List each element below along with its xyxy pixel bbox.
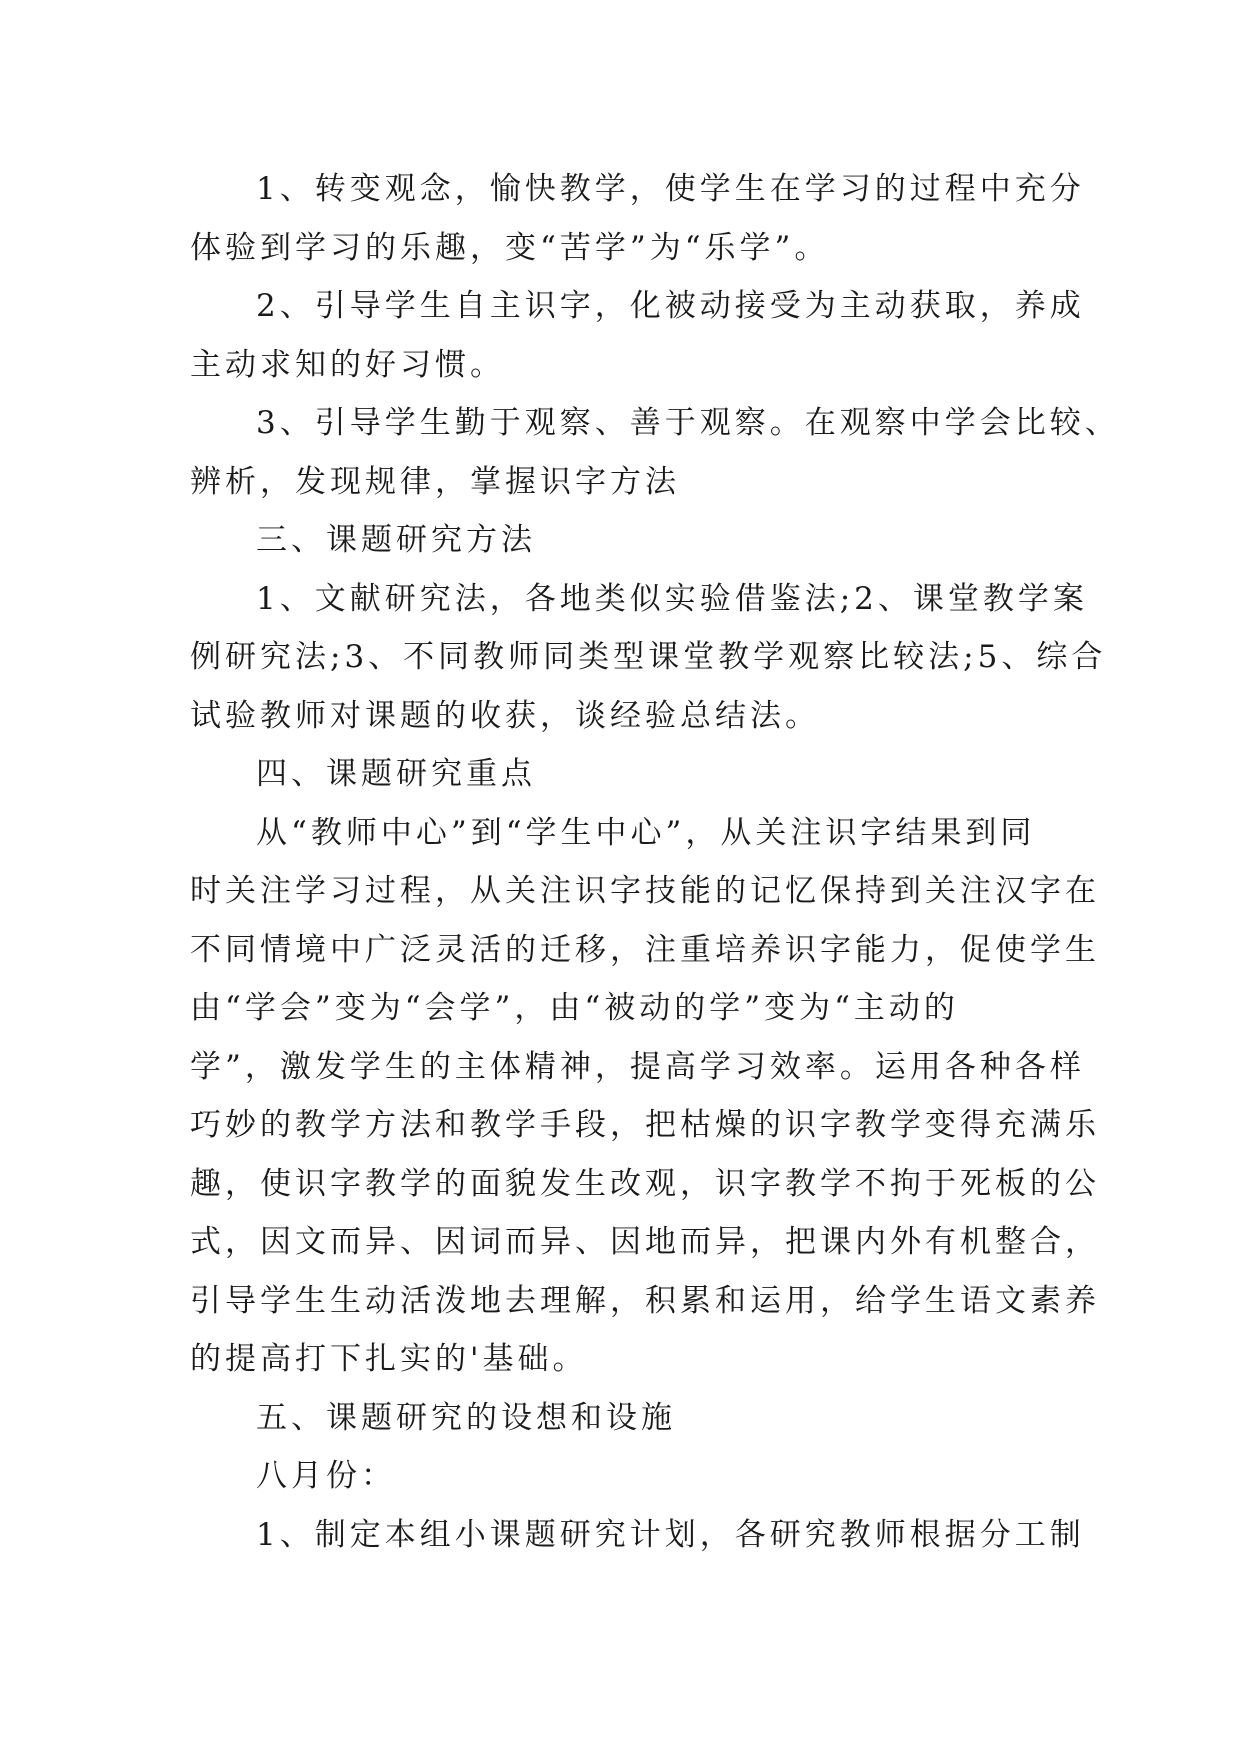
text-line: 从“教师中心”到“学生中心”，从关注识字结果到同	[256, 814, 1036, 851]
heading-text: 五、课题研究的设想和设施	[256, 1399, 676, 1436]
document-body	[190, 160, 1120, 1564]
text-line: 时关注学习过程，从关注识字技能的记忆保持到关注汉字在	[190, 873, 1100, 909]
paragraph-goal-1	[190, 160, 1085, 277]
text-line: 主动求知的好习惯。	[190, 346, 505, 383]
text-line: 引导学生生动活泼地去理解，积累和运用，给学生语文素养	[190, 1282, 1100, 1319]
text-line: 例研究法;3、不同教师同类型课堂教学观察比较法;5、综合	[190, 639, 1107, 675]
paragraph-month	[190, 1447, 1070, 1506]
heading-text: 四、课题研究重点	[256, 756, 536, 792]
text-line: 学”，激发学生的主体精神，提高学习效率。运用各种各样	[190, 1048, 1085, 1085]
text-line: 由“学会”变为“会学”，由“被动的学”变为“主动的	[190, 990, 959, 1026]
paragraph-goal-3	[190, 394, 1120, 511]
section-heading-plan	[190, 1389, 1070, 1448]
text-line: 式，因文而异、因词而异、因地而异，把课内外有机整合，	[190, 1224, 1100, 1260]
text-line: 巧妙的教学方法和教学手段，把枯燥的识字教学变得充满乐	[190, 1107, 1100, 1143]
paragraph-plan-1	[190, 1506, 1085, 1565]
paragraph-focus	[190, 804, 1100, 1389]
text-line: 2、引导学生自主识字，化被动接受为主动获取，养成	[256, 288, 1085, 324]
section-heading-methods	[190, 511, 1070, 570]
text-line: 1、制定本组小课题研究计划，各研究教师根据分工制	[256, 1516, 1085, 1553]
text-line: 辨析，发现规律，掌握识字方法	[190, 463, 680, 500]
text-line: 3、引导学生勤于观察、善于观察。在观察中学会比较、	[256, 405, 1120, 441]
text-line: 试验教师对课题的收获，谈经验总结法。	[190, 697, 820, 734]
text-line: 1、转变观念，愉快教学，使学生在学习的过程中充分	[256, 171, 1085, 207]
text-line: 体验到学习的乐趣，变“苦学”为“乐学”。	[190, 229, 830, 266]
text-line: 趣，使识字教学的面貌发生改观，识字教学不拘于死板的公	[190, 1165, 1100, 1202]
text-line: 不同情境中广泛灵活的迁移，注重培养识字能力，促使学生	[190, 931, 1100, 968]
heading-text: 三、课题研究方法	[256, 522, 536, 558]
text-line: 八月份：	[256, 1458, 396, 1494]
paragraph-goal-2	[190, 277, 1085, 394]
paragraph-methods	[190, 570, 1107, 746]
text-line: 的提高打下扎实的'基础。	[190, 1341, 588, 1377]
text-line: 1、文献研究法，各地类似实验借鉴法;2、课堂教学案	[256, 580, 1088, 617]
section-heading-focus	[190, 745, 1070, 804]
